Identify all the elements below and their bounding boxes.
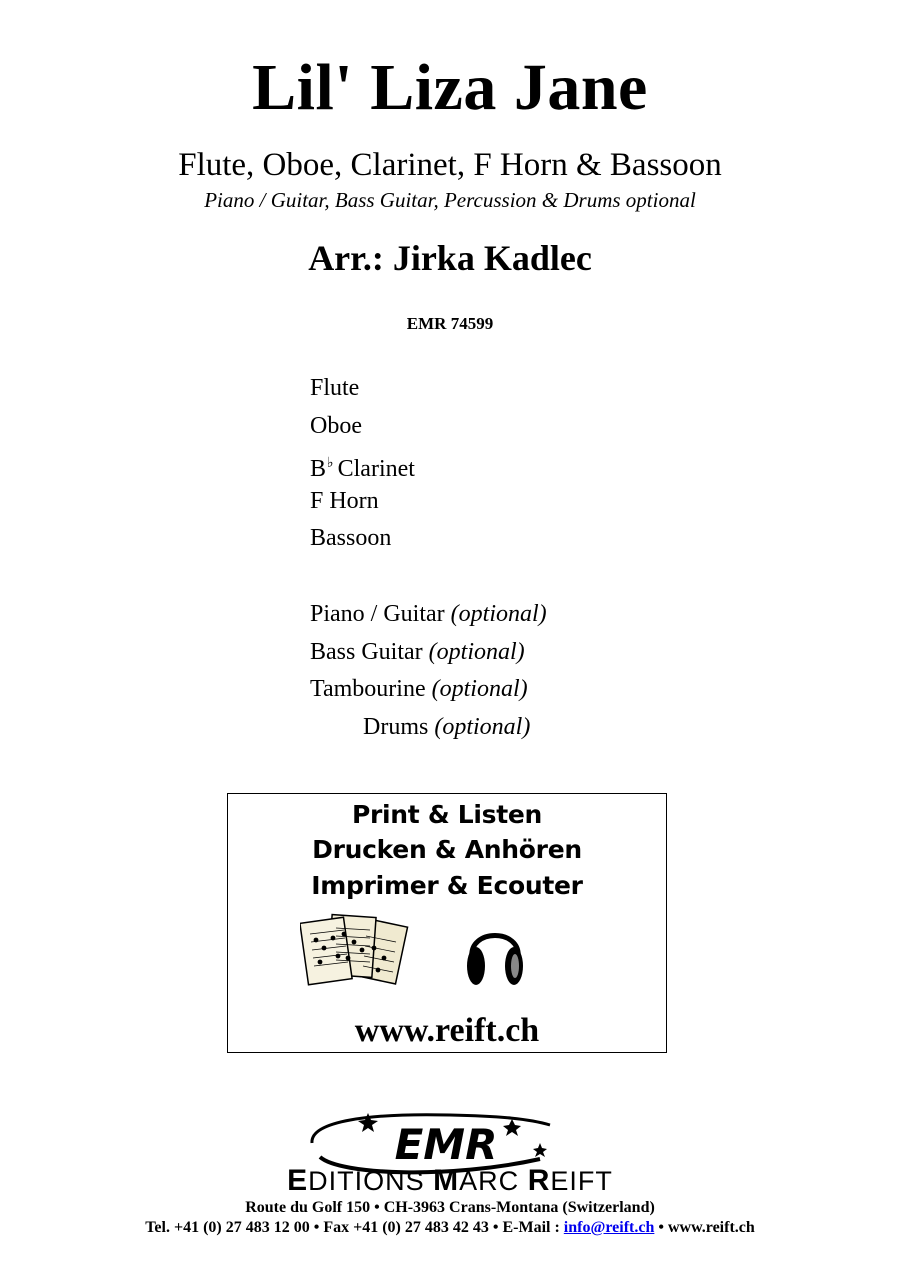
name-part: EIFT (550, 1166, 613, 1196)
name-part: R (527, 1164, 551, 1197)
name-part: ARC (459, 1166, 528, 1196)
parts-spacer (310, 558, 547, 596)
parts-list (310, 370, 547, 746)
name-part: M (433, 1164, 460, 1197)
part-drums (310, 709, 547, 747)
part-bassoon: Bassoon (310, 525, 392, 552)
part-flute: Flute (310, 375, 360, 401)
publisher-contact (0, 1217, 900, 1238)
arranger: Arr.: Jirka Kadlec (308, 238, 592, 278)
name-part: DITIONS (308, 1166, 434, 1196)
contact-phone-fax: Tel. +41 (0) 27 483 12 00 • Fax +41 (0) 27 483 42 43 • E-Mail : (145, 1219, 564, 1236)
part-label: Drums (363, 713, 429, 740)
promo-line-de: Drucken & Anhören (312, 835, 582, 864)
part-label: Piano / Guitar (310, 600, 445, 627)
optional-note: (optional) (431, 676, 528, 703)
part-label: Tambourine (310, 676, 426, 703)
optional-note: (optional) (450, 600, 547, 627)
publisher-address: Route du Golf 150 • CH-3963 Crans-Montana (Switzerland) (245, 1199, 655, 1216)
catalog-number: EMR 74599 (406, 314, 494, 333)
clarinet-label: Clarinet (337, 456, 415, 483)
sheet-music-icon (300, 912, 412, 994)
part-piano-guitar (310, 596, 547, 634)
promo-line-en: Print & Listen (351, 800, 543, 829)
part-tambourine (310, 671, 547, 709)
part-bass-guitar (310, 634, 547, 672)
part-label: Bass Guitar (310, 638, 423, 665)
promo-line-fr: Imprimer & Ecouter (311, 871, 583, 900)
contact-website: • www.reift.ch (654, 1219, 755, 1236)
clarinet-key: B (310, 456, 327, 483)
part-clarinet (310, 445, 547, 483)
optional-note: (optional) (428, 638, 525, 665)
part-oboe: Oboe (310, 412, 362, 439)
part-horn: F Horn (310, 487, 379, 514)
flat-sign: ♭ (327, 456, 334, 472)
logo-mark: EMR (394, 1120, 498, 1169)
print-listen-box (227, 793, 667, 1053)
publisher-name (0, 1166, 900, 1196)
name-part: E (287, 1164, 309, 1197)
website-link[interactable]: www.reift.ch (354, 1012, 540, 1049)
optional-instrumentation: Piano / Guitar, Bass Guitar, Percussion & Drums optional (204, 188, 696, 212)
email-link[interactable]: info@reift.ch (563, 1219, 655, 1236)
instrumentation: Flute, Oboe, Clarinet, F Horn & Bassoon (178, 147, 722, 183)
optional-note: (optional) (434, 713, 531, 740)
page-title: Lil' Liza Jane (252, 51, 648, 124)
headphones-icon (464, 914, 526, 992)
